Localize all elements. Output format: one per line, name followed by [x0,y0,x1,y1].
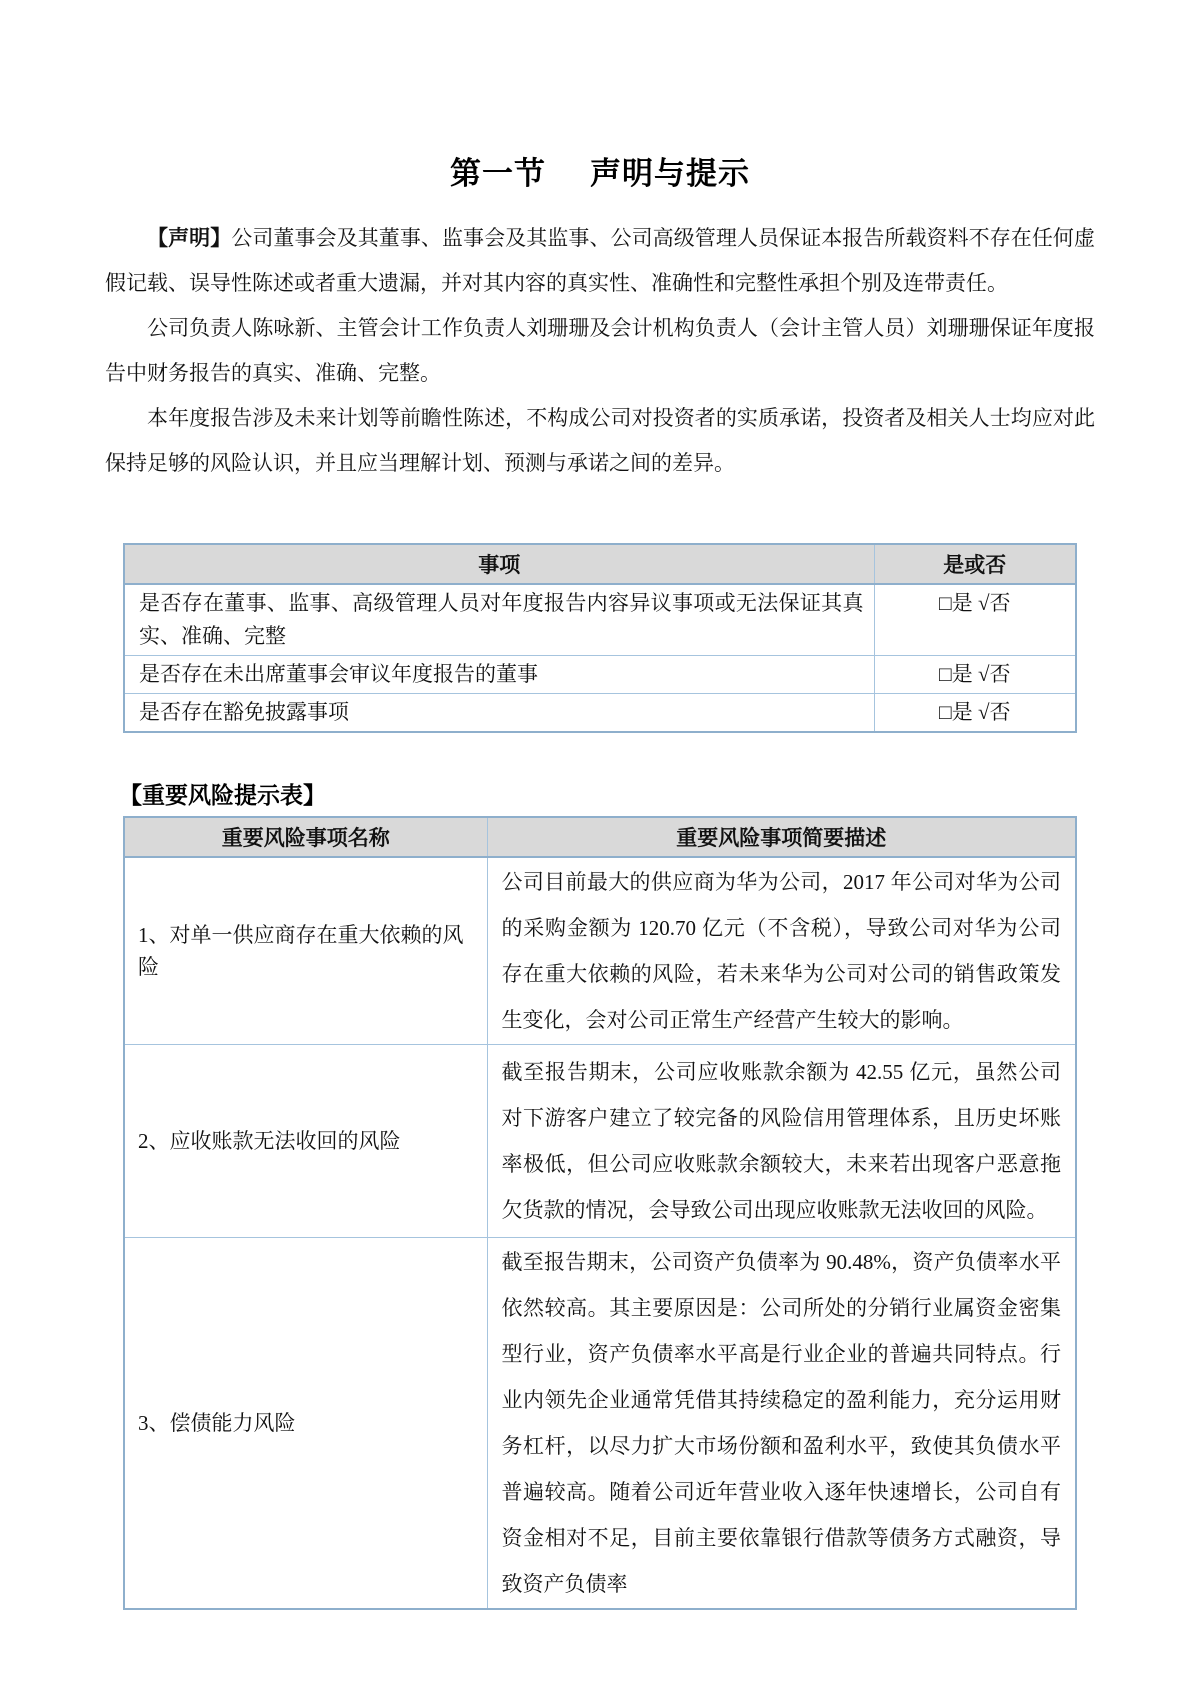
risk-description-cell: 截至报告期末，公司资产负债率为 90.48%，资产负债率水平依然较高。其主要原因是：公司所处的分销行业属资金密集型行业，资产负债率水平高是行业企业的普遍共同特点。行业内领先企业通常凭借其持续稳定的盈利能力，充分运用财务杠杆，以尽力扩大市场份额和盈利水平，致使其负债水平普遍较高。随着公司近年营业收入逐年快速增长，公司自有资金相对不足，目前主要依靠银行借款等债务方式融资，导致资产负债率 [487,1238,1076,1610]
risk-name-cell: 3、偿债能力风险 [124,1238,487,1610]
item-text-cell: 是否存在未出席董事会审议年度报告的董事 [124,656,874,694]
item-answer-cell: □是 √否 [874,694,1076,733]
risk-table-header-name: 重要风险事项名称 [124,817,487,857]
items-table [123,543,1077,733]
section-number: 第一节 [450,156,546,191]
risk-description-cell: 截至报告期末，公司应收账款余额为 42.55 亿元，虽然公司对下游客户建立了较完备的风险信用管理体系，且历史坏账率极低，但公司应收账款余额较大，未来若出现客户恶意拖欠货款的情况，会导致公司出现应收账款无法收回的风险。 [487,1045,1076,1238]
risk-name-cell: 1、对单一供应商存在重大依赖的风险 [124,857,487,1045]
items-table-header-item: 事项 [124,544,874,584]
risk-name-cell: 2、应收账款无法收回的风险 [124,1045,487,1238]
table-row [124,857,1076,1045]
declaration-label: 【声明】 [147,227,232,250]
risk-description-cell: 公司目前最大的供应商为华为公司，2017 年公司对华为公司的采购金额为 120.70 亿元（不含税），导致公司对华为公司存在重大依赖的风险，若未来华为公司对公司的销售政策发生变化，会对公司正常生产经营产生较大的影响。 [487,857,1076,1045]
table-row [124,1045,1076,1238]
risk-table-header-description: 重要风险事项简要描述 [487,817,1076,857]
table-row [124,694,1076,733]
risk-table-header-row [124,817,1076,857]
item-text-cell: 是否存在董事、监事、高级管理人员对年度报告内容异议事项或无法保证其真实、准确、完整 [124,584,874,656]
responsible-persons-paragraph: 公司负责人陈咏新、主管会计工作负责人刘珊珊及会计机构负责人（会计主管人员）刘珊珊保证年度报告中财务报告的真实、准确、完整。 [105,316,1095,385]
items-table-header-row [124,544,1076,584]
item-answer-cell: □是 √否 [874,584,1076,656]
section-name: 声明与提示 [590,156,750,191]
forward-looking-paragraph: 本年度报告涉及未来计划等前瞻性陈述，不构成公司对投资者的实质承诺，投资者及相关人士均应对此保持足够的风险认识，并且应当理解计划、预测与承诺之间的差异。 [105,406,1095,475]
declaration-paragraph [105,216,1095,306]
declaration-text: 公司董事会及其董事、监事会及其监事、公司高级管理人员保证本报告所载资料不存在任何虚假记载、误导性陈述或者重大遗漏，并对其内容的真实性、准确性和完整性承担个别及连带责任。 [105,226,1096,295]
item-answer-cell: □是 √否 [874,656,1076,694]
items-table-header-yesno: 是或否 [874,544,1076,584]
table-row [124,584,1076,656]
item-text-cell: 是否存在豁免披露事项 [124,694,874,733]
risk-table [123,816,1077,1610]
risk-table-heading: 【重要风险提示表】 [119,783,326,808]
table-row [124,656,1076,694]
table-row [124,1238,1076,1610]
section-title [105,0,1095,196]
